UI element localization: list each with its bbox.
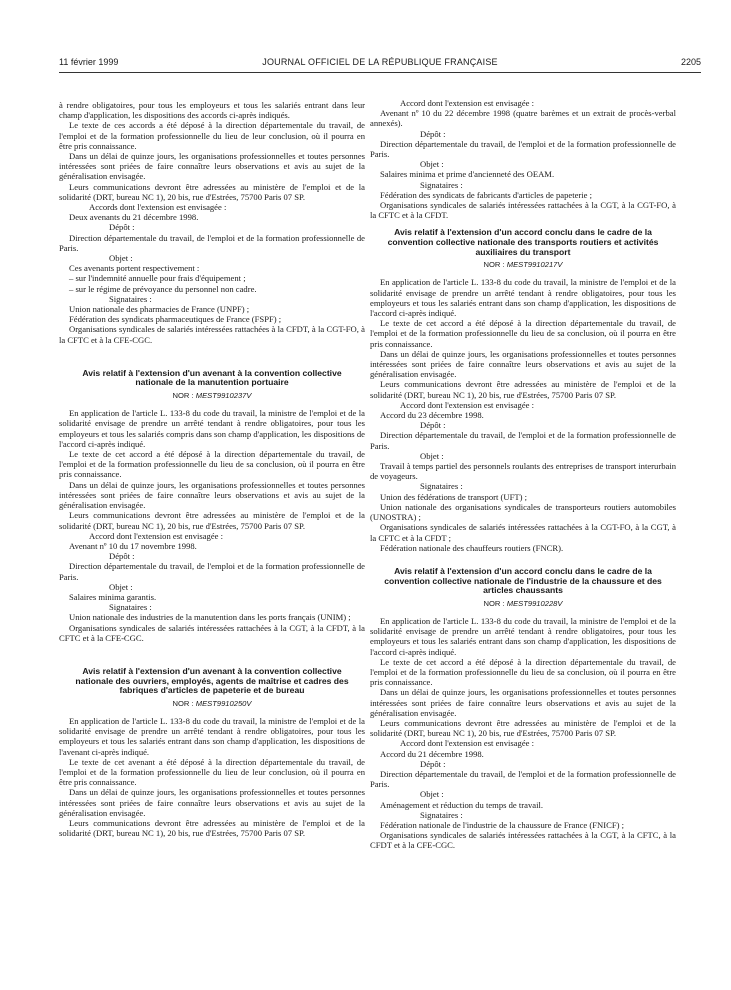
section-label: Dépôt :	[420, 128, 446, 139]
paragraph: Le texte de cet avenant a été déposé à la direction départementale du travail, de l'emploi et de la formation professionnelle du lieu de leur conclusion, où il pourra en être pris connaissance.	[59, 756, 365, 788]
nor-reference: NOR : MEST9910250V	[172, 698, 252, 708]
paragraph: Dans un délai de quinze jours, les organisations professionnelles et toutes personnes intéressées sont priées de faire connaître leurs observations et avis au sujet de la généralisation envisagée.	[59, 151, 365, 182]
notice-title: Avis relatif à l'extension d'un accord conclu dans le cadre de la convention collective nationale de l'industrie de la chaussure et des articles chaussants	[384, 565, 662, 596]
paragraph: Dans un délai de quinze jours, les organisations professionnelles et toutes personnes intéressées sont priées de faire connaître leurs observations et avis au sujet de la généralisation envisagée.	[370, 348, 676, 380]
section-label: Signataires :	[109, 602, 152, 613]
header-rule	[59, 72, 701, 73]
section-label: Accords dont l'extension est envisagée :	[89, 202, 227, 213]
paragraph: Organisations syndicales de salariés intéressées rattachées à la CGT, à la CFTC, à la CFDT et à la CFE-CGC.	[370, 830, 676, 851]
section-label: Dépôt :	[420, 758, 446, 769]
section-label: Accord dont l'extension est envisagée :	[400, 98, 534, 108]
paragraph: Le texte de ces accords a été déposé à la direction départementale du travail, de l'emploi et de la formation professionnelle du lieu de leur conclusion, où il pourra en être pris connaissance.	[59, 120, 365, 151]
paragraph: Union nationale des organisations syndicales de transporteurs routiers automobiles (UNOSTRA) ;	[370, 501, 676, 523]
paragraph: Direction départementale du travail, de l'emploi et de la formation professionnelle de Paris.	[370, 430, 676, 451]
paragraph: Organisations syndicales de salariés intéressées rattachées à la CFDT, à la CGT-FO, à la CFTC et à la CFE-CGC.	[59, 324, 365, 345]
section-label: Objet :	[420, 450, 444, 461]
header-title: JOURNAL OFFICIEL DE LA RÉPUBLIQUE FRANÇAISE	[262, 57, 498, 67]
nor-reference: NOR : MEST9910228V	[483, 598, 563, 608]
nor-code: MEST9910228V	[506, 598, 563, 608]
paragraph: Accord du 21 décembre 1998.	[380, 748, 484, 759]
paragraph: – sur le régime de prévoyance du personnel non cadre.	[69, 283, 257, 294]
paragraph: – sur l'indemnité annuelle pour frais d'équipement ;	[69, 273, 246, 284]
section-label: Accord dont l'extension est envisagée :	[400, 738, 534, 749]
page-header	[59, 57, 701, 71]
paragraph: En application de l'article L. 133-8 du code du travail, la ministre de l'emploi et de la solidarité envisage de prendre un arrêté tendant à rendre obligatoires, pour tous les employeurs et tous les salariés entrant dans son champ d'application, les dispositions de l'accord ci-après indiqué.	[370, 277, 676, 319]
paragraph: à rendre obligatoires, pour tous les employeurs et tous les salariés entrant dans leur champ d'application, les dispositions des accords ci-après indiqués.	[59, 100, 365, 121]
paragraph: En application de l'article L. 133-8 du code du travail, la ministre de l'emploi et de la solidarité envisage de prendre un arrêté tendant à rendre obligatoires, pour tous les employeurs et tous les salariés compris dans son champ d'application, les dispositions de l'accord ci-après indiqué.	[59, 408, 365, 449]
section-label: Objet :	[109, 253, 133, 264]
section-label: Accord dont l'extension est envisagée :	[400, 399, 534, 410]
paragraph: Travail à temps partiel des personnels roulants des entreprises de transport interurbain de voyageurs.	[370, 461, 676, 482]
paragraph: Leurs communications devront être adressées au ministère de l'emploi et de la solidarité (DRT, bureau NC 1), 20 bis, rue d'Estrées, 75700 Paris 07 SP.	[59, 181, 365, 202]
section-label: Accord dont l'extension est envisagée :	[89, 530, 223, 541]
section-label: Signataires :	[420, 179, 463, 190]
paragraph: Avenant nº 10 du 22 décembre 1998 (quatre barèmes et un extrait de procès-verbal annexés).	[370, 108, 676, 129]
section-label: Dépôt :	[109, 551, 135, 562]
section-label: Objet :	[109, 581, 133, 592]
paragraph: Dans un délai de quinze jours, les organisations professionnelles et toutes personnes intéressées sont priées de faire connaître leurs observations et avis au sujet de la généralisation envisagée.	[370, 687, 676, 718]
paragraph: Fédération des syndicats pharmaceutiques de France (FSPF) ;	[69, 314, 282, 325]
paragraph: Leurs communications devront être adressées au ministère de l'emploi et de la solidarité (DRT, bureau NC 1), 20 bis, rue d'Estrées, 75700 Paris 07 SP.	[370, 717, 676, 739]
nor-reference: NOR : MESТ9910237V	[172, 391, 252, 401]
section-label: Signataires :	[420, 481, 463, 492]
paragraph: Le texte de cet accord a été déposé à la direction départementale du travail, de l'emploi et de la formation professionnelle du lieu de sa conclusion, où il pourra en être pris connaissance.	[370, 318, 676, 349]
header-page-number: 2205	[680, 57, 701, 67]
right-column	[370, 98, 676, 851]
paragraph: Le texte de cet accord a été déposé à la direction départementale du travail, de l'emploi et de la formation professionnelle du lieu de sa conclusion, où il pourra en être pris connaissance.	[370, 656, 676, 688]
section-label: Dépôt :	[420, 420, 446, 431]
paragraph: Leurs communications devront être adressées au ministère de l'emploi et de la solidarité (DRT, bureau NC 1), 20 bis, rue d'Estrées, 75700 Paris 07 SP.	[59, 510, 365, 531]
paragraph: Union nationale des industries de la manutention dans les ports français (UNIM) ;	[69, 612, 351, 623]
nor-code: MEST9910217V	[506, 260, 563, 270]
paragraph: Organisations syndicales de salariés intéressées rattachées à la CGT-FO, à la CGT, à la CFTC et à la CFDT ;	[370, 522, 676, 543]
section-label: Dépôt :	[109, 222, 135, 233]
nor-code: MESТ9910237V	[195, 391, 252, 401]
paragraph: Fédération nationale des chauffeurs routiers (FNCR).	[380, 542, 564, 553]
notice-title: Avis relatif à l'extension d'un accord conclu dans le cadre de la convention collective nationale des transports routiers et activités auxiliaires du transport	[387, 227, 659, 257]
section-label: Signataires :	[109, 293, 152, 304]
paragraph: Deux avenants du 21 décembre 1998.	[69, 212, 199, 223]
section-label: Objet :	[420, 789, 444, 800]
paragraph: En application de l'article L. 133-8 du code du travail, la ministre de l'emploi et de la solidarité envisage de prendre un arrêté tendant à rendre obligatoires, pour tous les employeurs et tous les salariés entrant dans son champ d'application, les dispositions de l'avenant ci-après indiqué.	[59, 715, 365, 757]
nor-reference: NOR : MEST9910217V	[483, 260, 563, 270]
notice-title: Avis relatif à l'extension d'un avenant à la convention collective nationale de la manutention portuaire	[82, 367, 342, 388]
nor-code: MEST9910250V	[195, 698, 252, 708]
left-column	[59, 100, 365, 838]
paragraph: Direction départementale du travail, de l'emploi et de la formation professionnelle de Paris.	[59, 561, 365, 582]
paragraph: Leurs communications devront être adressées au ministère de l'emploi et de la solidarité (DRT, bureau NC 1), 20 bis, rue d'Estrées, 75700 Paris 07 SP.	[59, 817, 365, 839]
paragraph: Union nationale des pharmacies de France (UNPF) ;	[69, 304, 250, 315]
paragraph: Direction départementale du travail, de l'emploi et de la formation professionnelle de Paris.	[59, 232, 365, 253]
paragraph: Salaires minima garantis.	[69, 591, 157, 602]
paragraph: Dans un délai de quinze jours, les organisations professionnelles et toutes personnes intéressées sont priées de faire connaître leurs observations et avis au sujet de la généralisation envisagée.	[59, 787, 365, 818]
paragraph: Direction départementale du travail, de l'emploi et de la formation professionnelle de Paris.	[370, 138, 676, 160]
paragraph: En application de l'article L. 133-8 du code du travail, la ministre de l'emploi et de la solidarité envisage de prendre un arrêté tendant à rendre obligatoires, pour tous les employeurs et tous les salariés entrant dans son champ d'application, les dispositions de l'accord ci-après indiqué.	[370, 615, 676, 657]
paragraph: Accord du 23 décembre 1998.	[380, 410, 484, 421]
section-label: Signataires :	[420, 809, 463, 820]
paragraph: Salaires minima et prime d'ancienneté des OEAM.	[380, 169, 555, 180]
notice-title: Avis relatif à l'extension d'un avenant à la convention collective nationale des ouvriers, employés, agents de maîtrise et cadres des fabriques d'articles de papeterie et de bureau	[75, 665, 349, 696]
section-label: Objet :	[420, 159, 444, 170]
paragraph: Organisations syndicales de salariés intéressées rattachées à la CGT, à la CGT-FO, à la CFTC et à la CFDT.	[370, 200, 676, 221]
paragraph: Le texte de cet accord a été déposé à la direction départementale du travail, de l'emploi et de la formation professionnelle du lieu de sa conclusion, où il pourra en être pris connaissance.	[59, 449, 365, 480]
paragraph: Ces avenants portent respectivement :	[69, 263, 200, 274]
header-date: 11 février 1999	[59, 57, 119, 67]
paragraph: Dans un délai de quinze jours, les organisations professionnelles et toutes personnes intéressées sont priées de faire connaître leurs observations et avis au sujet de la généralisation envisagée.	[59, 479, 365, 511]
paragraph: Organisations syndicales de salariés intéressées rattachées à la CGT, à la CFDT, à la CFTC et à la CFE-CGC.	[59, 622, 365, 643]
paragraph: Fédération des syndicats de fabricants d'articles de papeterie ;	[380, 189, 593, 200]
paragraph: Direction départementale du travail, de l'emploi et de la formation professionnelle de Paris.	[370, 768, 676, 790]
paragraph: Aménagement et réduction du temps de travail.	[380, 799, 543, 810]
paragraph: Leurs communications devront être adressées au ministère de l'emploi et de la solidarité (DRT, bureau NC 1), 20 bis, rue d'Estrées, 75700 Paris 07 SP.	[370, 379, 676, 400]
paragraph: Avenant nº 10 du 17 novembre 1998.	[69, 540, 197, 551]
paragraph: Fédération nationale de l'industrie de la chaussure de France (FNICF) ;	[380, 819, 625, 830]
paragraph: Union des fédérations de transport (UFT) ;	[380, 491, 528, 502]
